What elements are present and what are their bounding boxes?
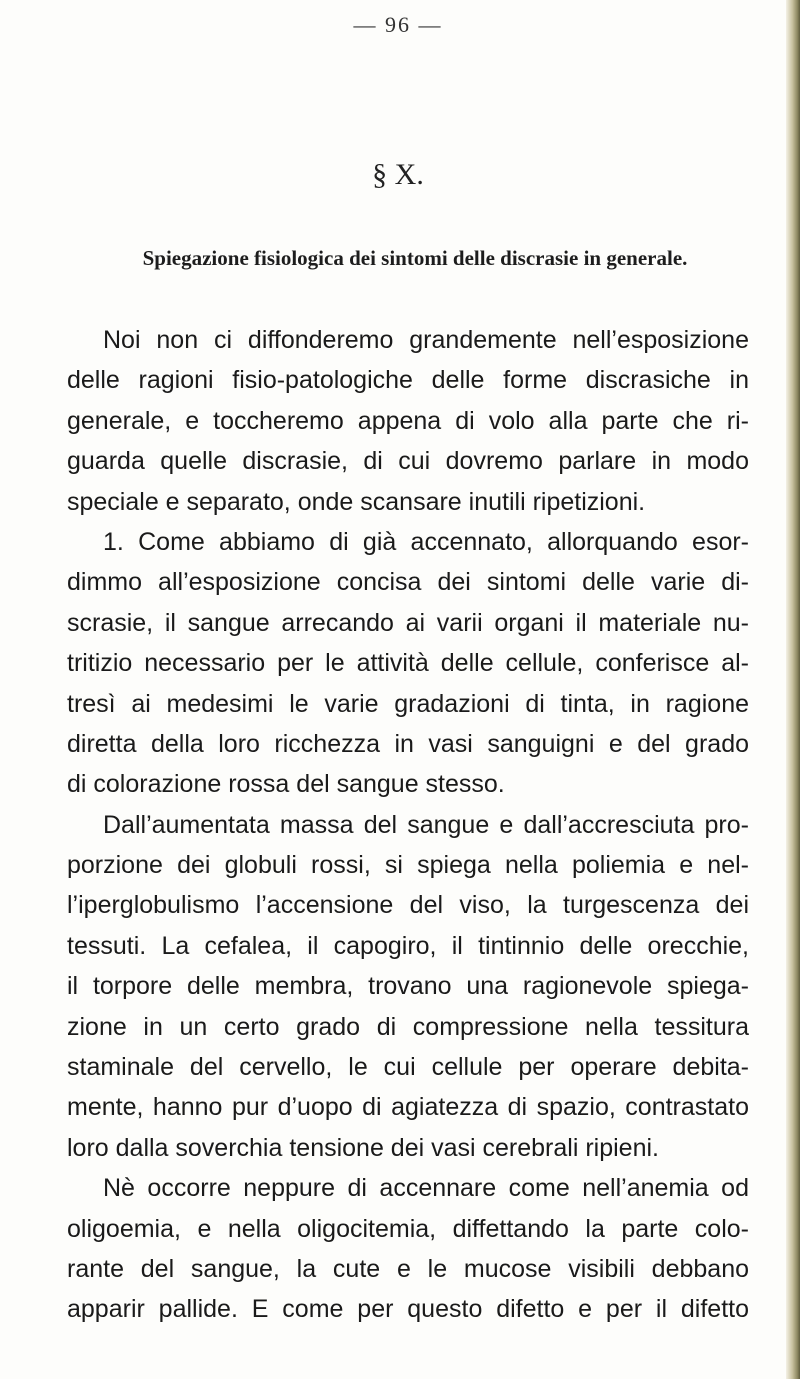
text-line: Dall’aumentata massa del sangue e dall’accresciuta pro-	[103, 810, 749, 839]
text-line: zione in un certo grado di compressione nella tessitura	[67, 1012, 749, 1041]
page-edge	[786, 0, 800, 1379]
text-line: tritizio necessario per le attività delle cellule, conferisce al-	[67, 649, 749, 678]
text-line: loro dalla soverchia tensione dei vasi cerebrali ripieni.	[67, 1133, 659, 1162]
text-line: generale, e toccheremo appena di volo alla parte che ri-	[67, 406, 749, 435]
section-number: § X.	[372, 158, 424, 191]
text-line: oligoemia, e nella oligocitemia, diffettando la parte colo-	[67, 1214, 749, 1243]
text-line: diretta della loro ricchezza in vasi sanguigni e del grado	[67, 729, 749, 758]
text-line: staminale del cervello, le cui cellule per operare debita-	[67, 1053, 749, 1082]
text-line: mente, hanno pur d’uopo di agiatezza di spazio, contrastato	[67, 1093, 749, 1122]
text-line: scrasie, il sangue arrecando ai varii organi il materiale nu-	[67, 608, 749, 637]
text-line: speciale e separato, onde scansare inutili ripetizioni.	[67, 487, 646, 516]
text-line: tresì ai medesimi le varie gradazioni di tinta, in ragione	[67, 689, 749, 718]
text-line: guarda quelle discrasie, di cui dovremo parlare in modo	[67, 447, 749, 476]
text-line: il torpore delle membra, trovano una ragionevole spiega-	[67, 972, 749, 1001]
section-title: Spiegazione fisiologica dei sintomi delle discrasie in generale.	[142, 246, 688, 270]
body-text	[67, 320, 749, 1330]
text-line: dimmo all’esposizione concisa dei sintomi delle varie di-	[67, 568, 749, 597]
page-number: — 96 —	[353, 12, 443, 37]
text-line: porzione dei globuli rossi, si spiega nella poliemia e nel-	[67, 851, 749, 880]
text-line: apparir pallide. E come per questo difetto e per il difetto	[67, 1295, 749, 1324]
text-line: Nè occorre neppure di accennare come nell’anemia od	[103, 1174, 749, 1203]
text-line: Noi non ci diffonderemo grandemente nell’esposizione	[103, 326, 749, 354]
text-line: rante del sangue, la cute e le mucose visibili debbano	[67, 1254, 749, 1283]
text-line: 1. Come abbiamo di già accennato, allorquando esor-	[103, 527, 749, 556]
text-line: di colorazione rossa del sangue stesso.	[67, 770, 505, 799]
text-line: delle ragioni fisio-patologiche delle forme discrasiche in	[67, 366, 749, 395]
text-line: l’iperglobulismo l’accensione del viso, la turgescenza dei	[67, 891, 749, 920]
text-line: tessuti. La cefalea, il capogiro, il tintinnio delle orecchie,	[67, 931, 749, 960]
